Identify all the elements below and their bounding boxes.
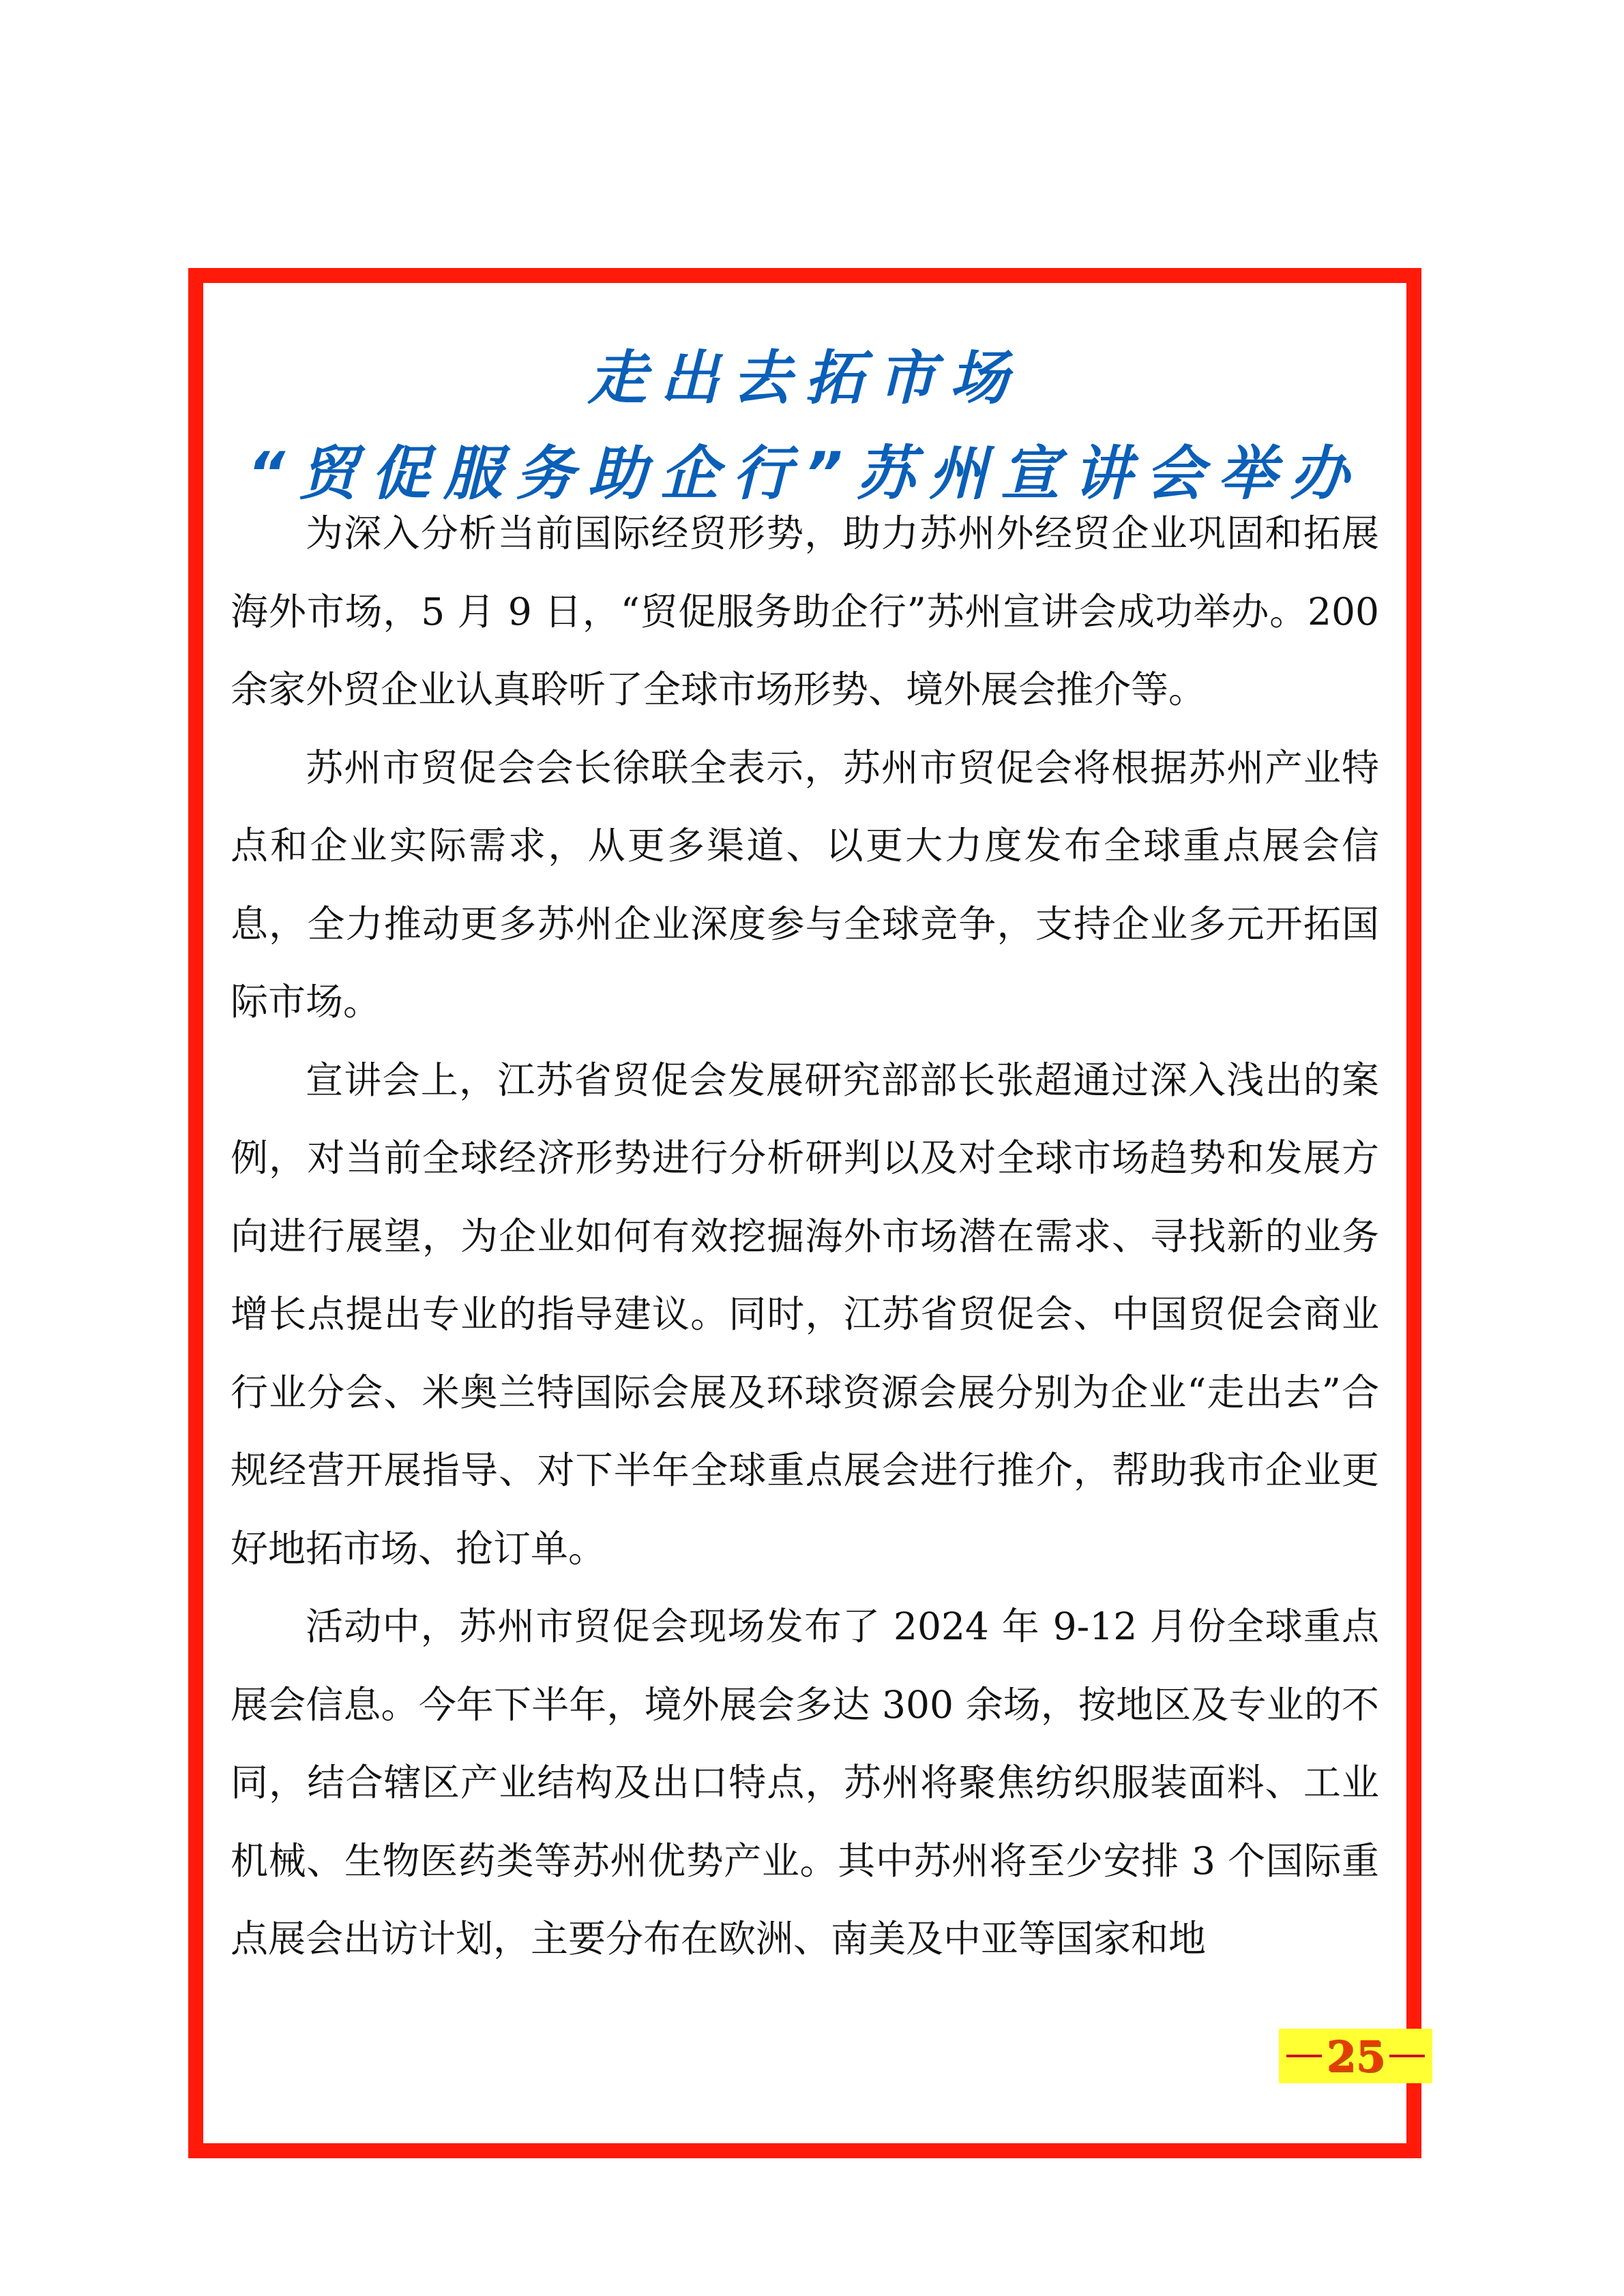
article-body [231, 494, 1379, 1978]
paragraph-4: 活动中，苏州市贸促会现场发布了 2024 年 9-12 月份全球重点展会信息。今年下半年，境外展会多达 300 余场，按地区及专业的不同，结合辖区产业结构及出口特点，苏州将聚焦纺织服装面料、工业机械、生物医药类等苏州优势产业。其中苏州将至少安排 3 个国际重点展会出访计划，主要分布在欧洲、南美及中亚等国家和地 [231, 1605, 1379, 1960]
article-title-line-2: “贸促服务助企行”苏州宣讲会举办 [247, 440, 1363, 508]
paragraph-3: 宣讲会上，江苏省贸促会发展研究部部长张超通过深入浅出的案例，对当前全球经济形势进行分析研判以及对全球市场趋势和发展方向进行展望，为企业如何有效挖掘海外市场潜在需求、寻找新的业务增长点提出专业的指导建议。同时，江苏省贸促会、中国贸促会商业行业分会、米奥兰特国际会展及环球资源会展分别为企业“走出去”合规经营开展指导、对下半年全球重点展会进行推介，帮助我市企业更好地拓市场、抢订单。 [231, 1058, 1379, 1570]
page-number-dash-right [1389, 2055, 1425, 2057]
page-number: 25 [1326, 2031, 1385, 2081]
article-title-line-1: 走出去拓市场 [588, 344, 1022, 413]
paragraph-1: 为深入分析当前国际经贸形势，助力苏州外经贸企业巩固和拓展海外市场，5 月 9 日，“贸促服务助企行”苏州宣讲会成功举办。200 余家外贸企业认真聆听了全球市场形势、境外展会推介等。 [231, 511, 1379, 711]
paragraph-2: 苏州市贸促会会长徐联全表示，苏州市贸促会将根据苏州产业特点和企业实际需求，从更多渠道、以更大力度发布全球重点展会信息，全力推动更多苏州企业深度参与全球竞争，支持企业多元开拓国际市场。 [231, 745, 1379, 1024]
page-number-badge [1279, 2029, 1432, 2083]
page-number-dash-left [1286, 2055, 1322, 2057]
page-frame [188, 268, 1421, 2158]
